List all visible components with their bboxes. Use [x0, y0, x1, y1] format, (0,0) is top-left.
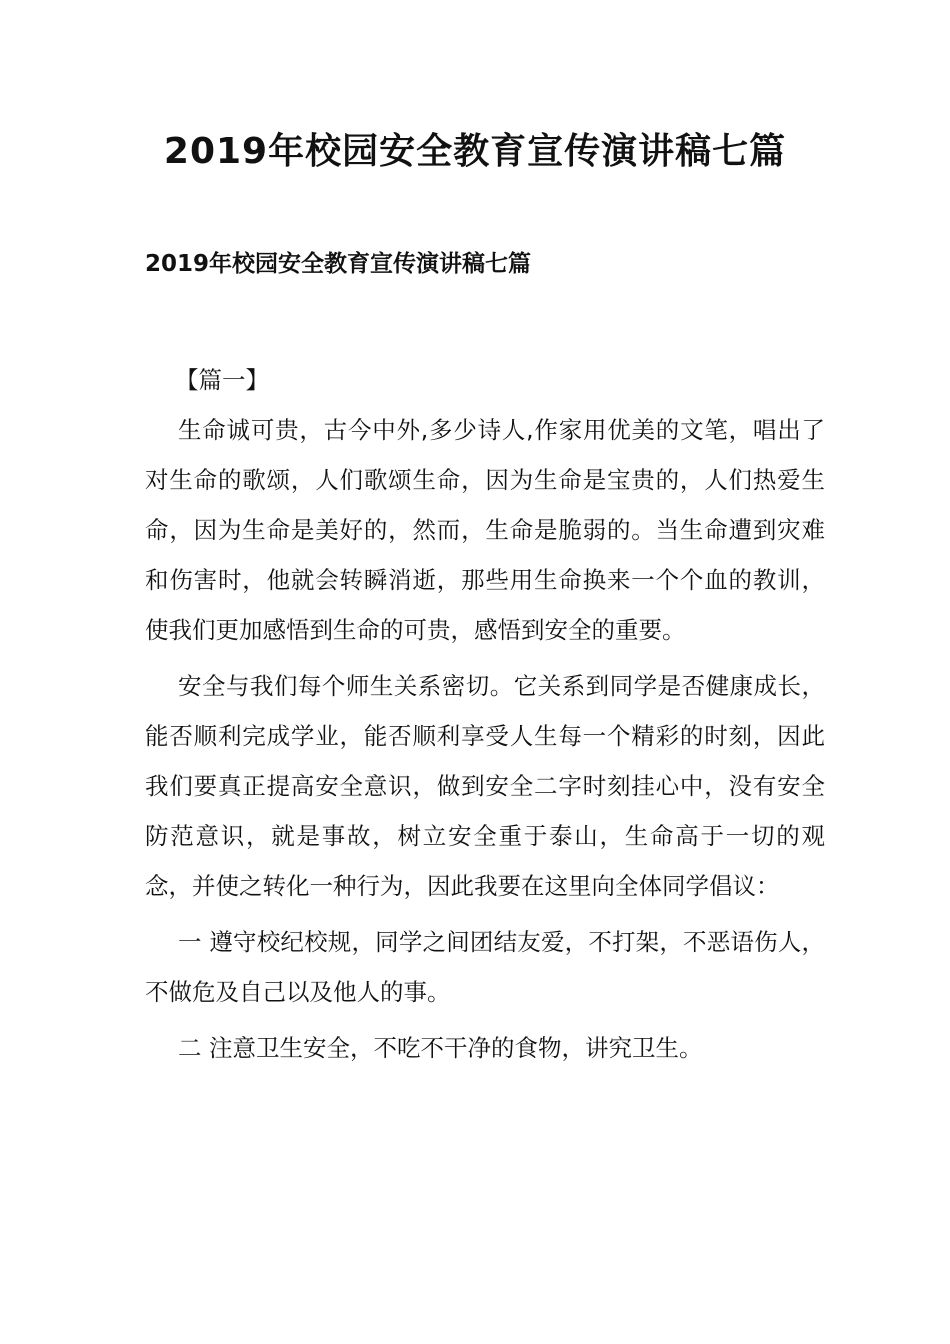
document-body: [145, 355, 825, 1079]
list-item: 一 遵守校纪校规，同学之间团结友爱，不打架，不恶语伤人，不做危及自己以及他人的事。: [145, 928, 825, 1006]
section-heading: 【篇一】: [175, 366, 269, 394]
paragraph: 生命诚可贵，古今中外,多少诗人,作家用优美的文笔，唱出了对生命的歌颂，人们歌颂生命，因为生命是宝贵的，人们热爱生命，因为生命是美好的，然而，生命是脆弱的。当生命遭到灾难和伤害时，他就会转瞬消逝，那些用生命换来一个个血的教训，使我们更加感悟到生命的可贵，感悟到安全的重要。: [145, 416, 825, 644]
list-item: 二 注意卫生安全，不吃不干净的食物，讲究卫生。: [178, 1034, 703, 1062]
paragraph: 安全与我们每个师生关系密切。它关系到同学是否健康成长，能否顺利完成学业，能否顺利享受人生每一个精彩的时刻，因此我们要真正提高安全意识，做到安全二字时刻挂心中，没有安全防范意识，就是事故，树立安全重于泰山，生命高于一切的观念，并使之转化一种行为，因此我要在这里向全体同学倡议：: [145, 672, 825, 900]
document-title: 2019年校园安全教育宣传演讲稿七篇: [163, 131, 787, 172]
document-subtitle: 2019年校园安全教育宣传演讲稿七篇: [145, 251, 532, 277]
